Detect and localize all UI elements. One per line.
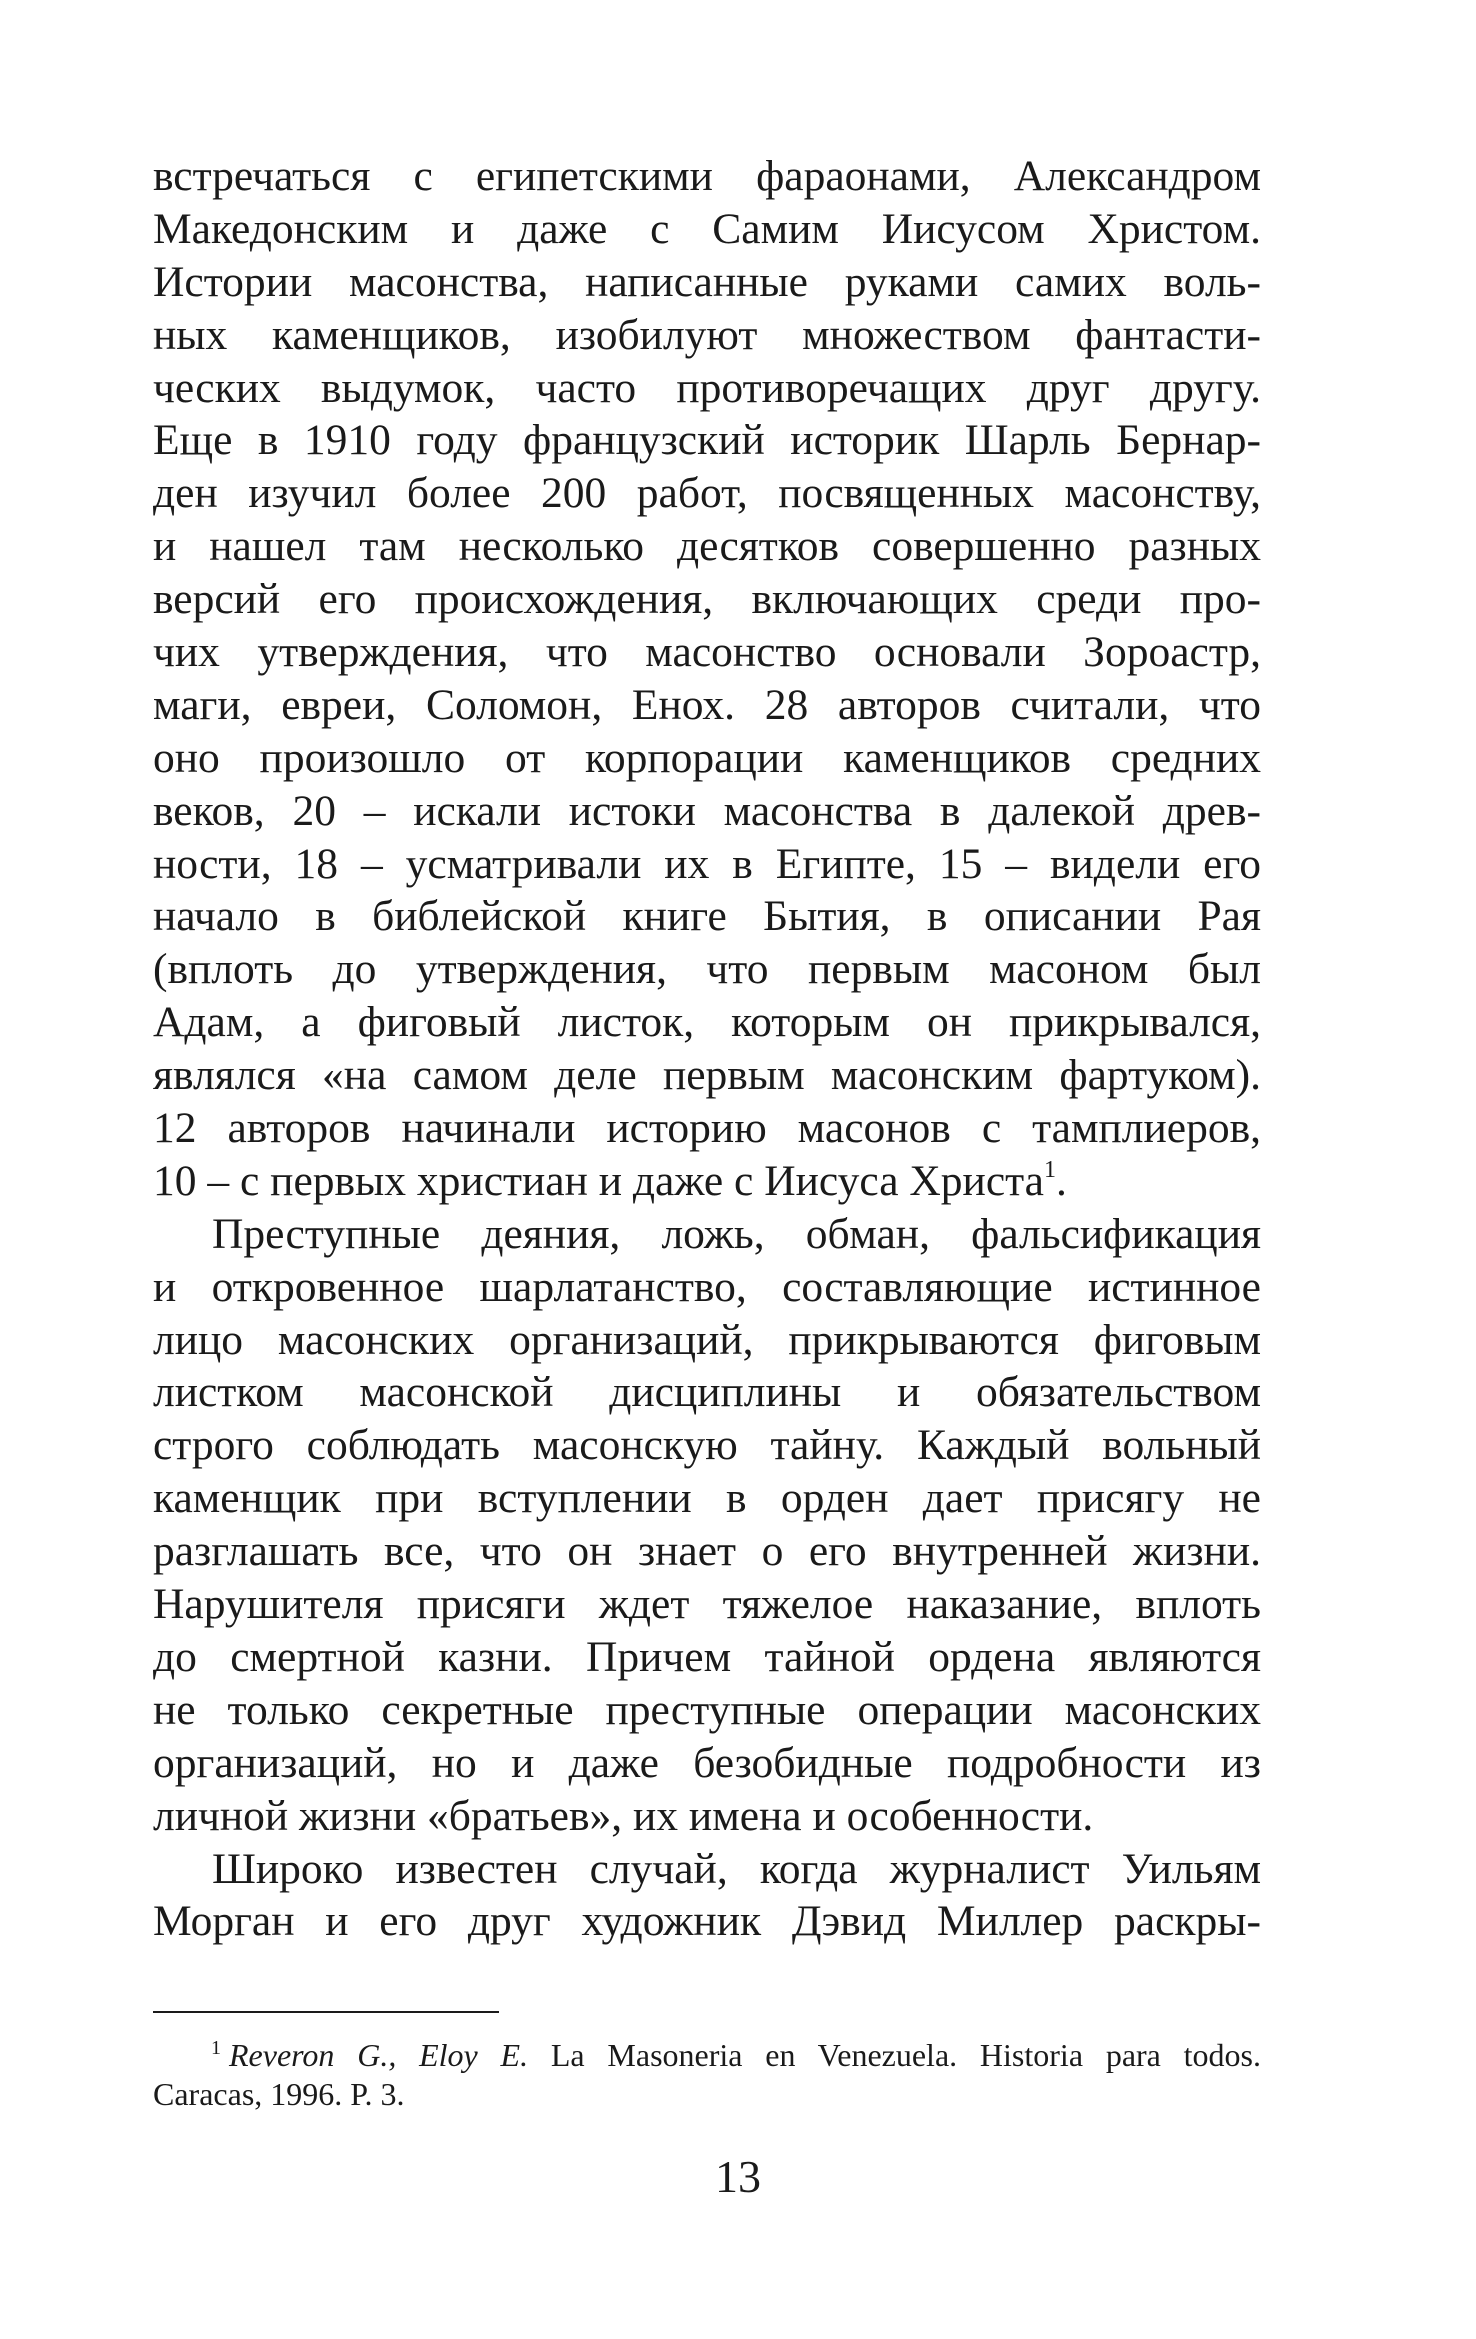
text-line: организаций, но и даже безобидные подробности из xyxy=(153,1738,1261,1787)
text-line: оно произошло от корпорации каменщиков средних xyxy=(153,733,1261,782)
footnote-line: Caracas, 1996. P. 3. xyxy=(153,2076,405,2112)
text-line-content: 10 – с первых христиан и даже с Иисуса Христа xyxy=(153,1156,1044,1205)
text-line: ческих выдумок, часто противоречащих друг другу. xyxy=(153,363,1261,412)
text-line: лицо масонских организаций, прикрываются фиговым xyxy=(153,1315,1261,1364)
text-line: личной жизни «братьев», их имена и особенности. xyxy=(153,1791,1094,1840)
text-line: начало в библейской книге Бытия, в описании Рая xyxy=(153,892,1261,941)
text-line: чих утверждения, что масонство основали Зороастр, xyxy=(153,628,1261,677)
text-line: Адам, а фиговый листок, которым он прикрывался, xyxy=(153,998,1261,1047)
footnote-authors: Reveron G., Eloy E. xyxy=(229,2037,529,2073)
text-line: (вплоть до утверждения, что первым масоном был xyxy=(153,945,1261,994)
text-line-with-footnote-ref xyxy=(153,1155,1261,1208)
text-line: Истории масонства, написанные руками самих воль- xyxy=(153,257,1261,306)
footnote-line xyxy=(153,2036,1261,2075)
text-line: и откровенное шарлатанство, составляющие истинное xyxy=(153,1262,1261,1311)
text-line: являлся «на самом деле первым масонским фартуком). xyxy=(153,1051,1261,1100)
text-line: до смертной казни. Причем тайной ордена являются xyxy=(153,1632,1261,1681)
text-line: Нарушителя присяги ждет тяжелое наказание, вплоть xyxy=(153,1580,1261,1629)
text-line: Морган и его друг художник Дэвид Миллер раскры- xyxy=(153,1897,1261,1946)
page-number: 13 xyxy=(715,2151,761,2202)
text-line: Широко известен случай, когда журналист Уильям xyxy=(212,1844,1261,1893)
footnote-reference[interactable]: 1 xyxy=(1044,1156,1056,1183)
text-line: и нашел там несколько десятков совершенно разных xyxy=(153,522,1261,571)
text-line: веков, 20 – искали истоки масонства в далекой древ- xyxy=(153,786,1261,835)
text-line: ности, 18 – усматривали их в Египте, 15 – видели его xyxy=(153,839,1261,888)
text-line: Преступные деяния, ложь, обман, фальсификация xyxy=(212,1209,1261,1258)
book-page-text xyxy=(153,150,1261,1948)
text-line: каменщик при вступлении в орден дает присягу не xyxy=(153,1474,1261,1523)
text-line: маги, евреи, Соломон, Енох. 28 авторов считали, что xyxy=(153,680,1261,729)
text-line: строго соблюдать масонскую тайну. Каждый вольный xyxy=(153,1421,1261,1470)
footnote xyxy=(153,2036,1261,2114)
sentence-period: . xyxy=(1056,1156,1067,1205)
text-line: 12 авторов начинали историю масонов с тамплиеров, xyxy=(153,1104,1261,1153)
footnote-separator xyxy=(153,2011,499,2013)
text-line: листком масонской дисциплины и обязательством xyxy=(153,1368,1261,1417)
text-line: Еще в 1910 году французский историк Шарль Бернар- xyxy=(153,416,1261,465)
text-line: Македонским и даже с Самим Иисусом Христом. xyxy=(153,204,1261,253)
text-line: разглашать все, что он знает о его внутренней жизни. xyxy=(153,1527,1261,1576)
text-line: ден изучил более 200 работ, посвященных масонству, xyxy=(153,469,1261,518)
text-line: ных каменщиков, изобилуют множеством фантасти- xyxy=(153,310,1261,359)
footnote-marker: 1 xyxy=(211,2037,221,2059)
text-line: встречаться с египетскими фараонами, Александром xyxy=(153,152,1261,200)
footnote-title: La Masoneria en Venezuela. Historia para todos. xyxy=(528,2037,1262,2073)
text-line: не только секретные преступные операции масонских xyxy=(153,1685,1261,1734)
text-line: версий его происхождения, включающих среди про- xyxy=(153,575,1261,624)
